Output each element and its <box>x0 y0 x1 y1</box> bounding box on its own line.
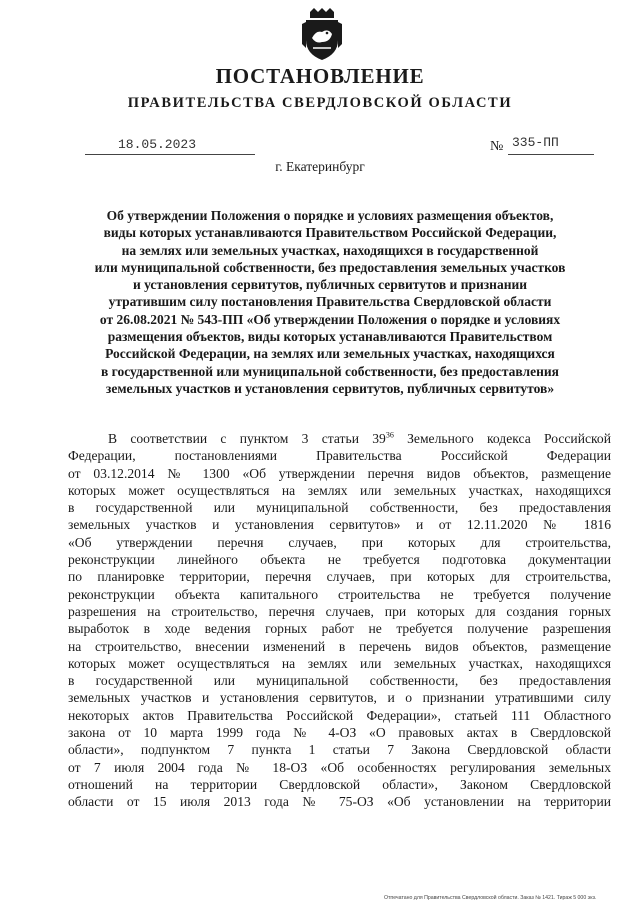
title-line: Российской Федерации, на землях или земельных участках, находящихся <box>105 346 555 362</box>
body-line: выработок в ходе ведения горных работ не требуется получение разрешения <box>68 621 611 637</box>
body-line: на строительство, внесении изменений в перечень видов объектов, размещение <box>68 638 611 654</box>
body-text <box>68 430 611 811</box>
body-line: закона от 10 марта 1999 года № 4-ОЗ «О правовых актах в Свердловской <box>68 725 611 741</box>
body-line: которых может осуществляться на землях или земельных участках, находящихся <box>68 655 611 671</box>
number-underline <box>508 154 594 155</box>
number-sign: № <box>490 139 504 154</box>
print-footer: Отпечатано для Правительства Свердловской области. Заказ № 1421. Тираж 5 000 экз. <box>384 895 597 901</box>
document-date: 18.05.2023 <box>118 137 197 152</box>
title-line: в государственной или муниципальной собственности, без предоставления <box>101 363 559 379</box>
body-line-first <box>68 430 611 447</box>
title-line: и установления сервитутов, публичных сервитутов и признании <box>132 277 528 293</box>
title-line: виды которых устанавливаются Правительством Российской Федерации, <box>103 225 557 241</box>
body-line: реконструкции объекта капитального строительства не требуется получение <box>68 586 611 602</box>
body-line: реконструкции линейного объекта не требуется подготовка документации <box>68 552 611 568</box>
title-line: земельных участков и установления сервитутов, публичных сервитутов» <box>105 380 555 396</box>
body-first-text-end: Земельного кодекса Российской <box>393 431 611 446</box>
body-line: области», подпунктом 7 пункта 1 статьи 7 Закона Свердловской области <box>68 742 611 758</box>
body-first-text: В соответствии с пунктом 3 статьи 39 <box>108 431 386 446</box>
body-line: земельных участков и установления сервитутов» и от 12.11.2020 № 1816 <box>68 517 611 533</box>
title-line: размещения объектов, виды которых устанавливаются Правительством <box>107 329 553 345</box>
article-superscript: 36 <box>385 430 394 440</box>
date-underline <box>85 154 255 155</box>
body-line: по планировке территории, перечня случаев, при которых для строительства, <box>68 569 611 585</box>
body-line: «Об утверждении перечня случаев, при которых для строительства, <box>68 534 611 550</box>
title-line: или муниципальной собственности, без предоставления земельных участков <box>94 259 566 275</box>
city-label: г. Екатеринбург <box>275 159 365 174</box>
body-line: от 7 июля 2004 года № 18-ОЗ «Об особенностях регулирования земельных <box>68 759 611 775</box>
body-line: в государственной или муниципальной собственности, без предоставления <box>68 500 611 516</box>
body-line: разрешения на строительство, перечня случаев, при которых для создания горных <box>68 603 611 619</box>
coat-of-arms-icon <box>300 8 344 62</box>
body-line: области от 15 июля 2013 года № 75-ОЗ «Об установлении на территории <box>68 794 611 810</box>
body-line: Федерации, постановлениями Правительства Российской Федерации <box>68 448 611 464</box>
document-number: 335-ПП <box>512 135 559 150</box>
body-line: отношений на территории Свердловской области», Законом Свердловской <box>68 776 611 792</box>
document-type-heading: ПОСТАНОВЛЕНИЕ <box>215 64 425 88</box>
issuer-heading: ПРАВИТЕЛЬСТВА СВЕРДЛОВСКОЙ ОБЛАСТИ <box>127 95 513 111</box>
body-line: от 03.12.2014 № 1300 «Об утверждении перечня видов объектов, размещение <box>68 465 611 481</box>
title-line: на землях или земельных участках, находящихся в государственной <box>121 242 539 258</box>
body-line: в государственной или муниципальной собственности, без предоставления <box>68 673 611 689</box>
title-line: от 26.08.2021 № 543-ПП «Об утверждении Положения о порядке и условиях <box>99 311 561 327</box>
document-title <box>50 207 610 397</box>
body-line: земельных участков и установления сервитутов, и о признании утратившими силу <box>68 690 611 706</box>
body-line: некоторых актов Правительства Российской Федерации», статьей 111 Областного <box>68 707 611 723</box>
body-line: которых может осуществляться на землях или земельных участках, находящихся <box>68 482 611 498</box>
title-line: Об утверждении Положения о порядке и условиях размещения объектов, <box>106 208 554 223</box>
title-line: утратившим силу постановления Правительства Свердловской области <box>108 294 552 310</box>
